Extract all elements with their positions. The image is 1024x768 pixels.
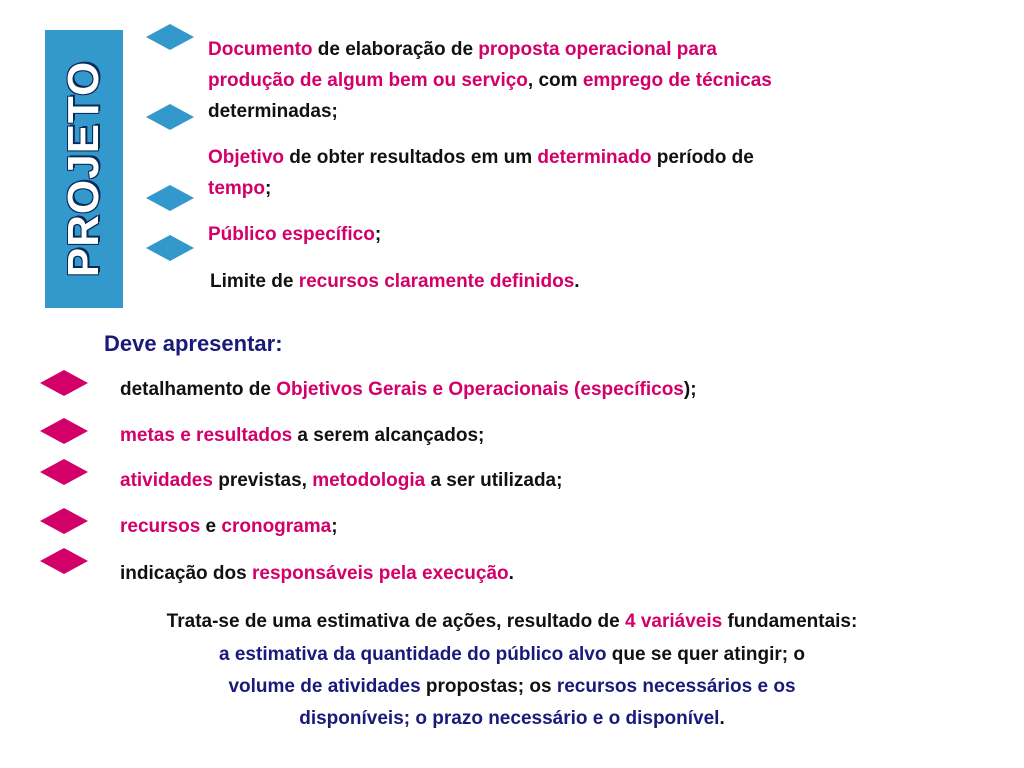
diamond-bullet-icon — [40, 508, 88, 534]
list-item-indicacao: indicação dos responsáveis pela execução. — [120, 563, 514, 584]
diamond-bullet-icon — [40, 418, 88, 444]
summary-line3: volume de atividades propostas; os recursos necessários e os — [228, 676, 796, 697]
diamond-bullet-icon — [146, 104, 194, 130]
diamond-bullet-icon — [40, 459, 88, 485]
bullet-text-documento-line3: determinadas; — [208, 101, 338, 122]
diamond-bullet-icon — [146, 185, 194, 211]
list-item-detalhamento: detalhamento de Objetivos Gerais e Operacionais (específicos); — [120, 379, 697, 400]
bullet-text-objetivo-line1: Objetivo de obter resultados em um determinado período de — [208, 147, 754, 168]
projeto-label: PROJETO — [59, 60, 108, 278]
bullet-text-limite: Limite de recursos claramente definidos. — [210, 271, 580, 292]
bullet-text-objetivo-line2: tempo; — [208, 178, 272, 199]
diamond-bullet-icon — [146, 235, 194, 261]
list-item-atividades: atividades previstas, metodologia a ser utilizada; — [120, 470, 563, 491]
bullet-text-documento-line2: produção de algum bem ou serviço, com emprego de técnicas — [208, 70, 772, 91]
projeto-box — [45, 30, 123, 308]
summary-line4: disponíveis; o prazo necessário e o disponível. — [299, 708, 725, 729]
diamond-bullet-icon — [40, 548, 88, 574]
summary-line1: Trata-se de uma estimativa de ações, resultado de 4 variáveis fundamentais: — [166, 611, 858, 632]
bullet-text-documento-line1: Documento de elaboração de proposta operacional para — [208, 39, 717, 60]
summary-line2: a estimativa da quantidade do público alvo que se quer atingir; o — [219, 644, 805, 665]
list-item-metas: metas e resultados a serem alcançados; — [120, 425, 485, 446]
section-heading: Deve apresentar: — [104, 331, 283, 356]
list-item-recursos: recursos e cronograma; — [120, 516, 338, 537]
diamond-bullet-icon — [40, 370, 88, 396]
bullet-text-publico: Público específico; — [208, 224, 382, 245]
diamond-bullet-icon — [146, 24, 194, 50]
